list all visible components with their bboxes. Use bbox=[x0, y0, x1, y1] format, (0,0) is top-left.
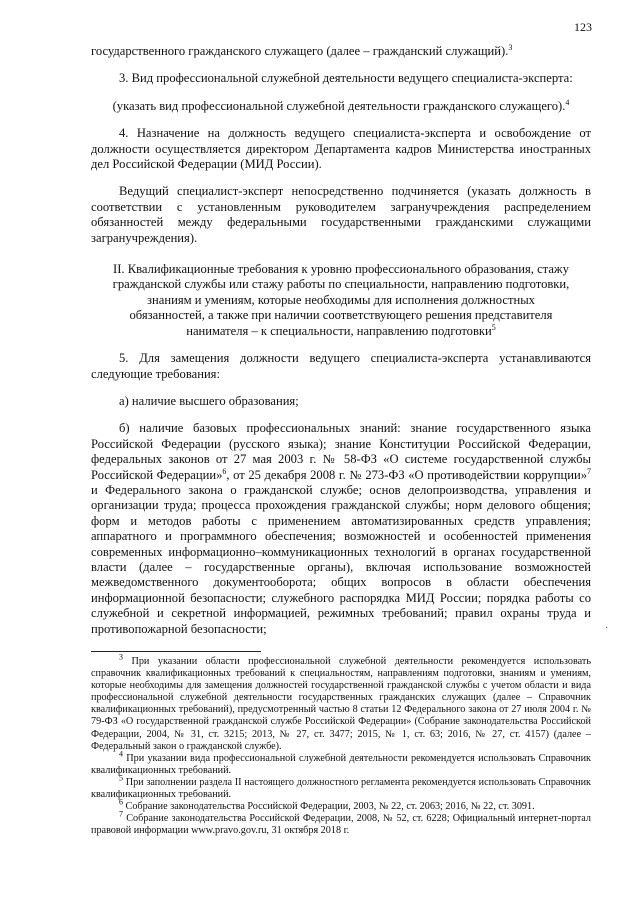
footnote-ref: 3 bbox=[508, 42, 513, 52]
item-a-higher-education: а) наличие высшего образования; bbox=[119, 393, 299, 408]
paragraph-subordination: Ведущий специалист-эксперт непосредственно подчиняется (указать должность в соответствии с установленным руководителем загранучреждения распределением обязанностей между федеральными государственными гражданскими служащими загранучреждения). bbox=[91, 184, 591, 245]
paragraph-activity-type-placeholder: (указать вид профессиональной служебной деятельности гражданского служащего).$^4$ bbox=[112, 97, 570, 113]
footnote-7: $^7$ Собрание законодательства Российской Федерации, 2008, № 52, ст. 6228; Официальный интернет-портал правовой информации www.pravo.gov.ru, 31 октября 2018 г. bbox=[91, 809, 591, 837]
paragraph-4-appointment: 4. Назначение на должность ведущего специалиста-эксперта и освобождение от должности осуществляется директором Департамента кадров Министерства иностранных дел Российской Федерации (МИД России). bbox=[91, 126, 591, 172]
footnote-4: $^4$ При указании вида профессиональной служебной деятельности рекомендуется использовать Справочник квалификационных требований. bbox=[91, 749, 591, 776]
document-body bbox=[91, 44, 591, 637]
footnote-6: $^6$ Собрание законодательства Российской Федерации, 2003, № 22, ст. 2063; 2016, № 22, ст. 3091. bbox=[119, 797, 535, 813]
footnote-ref: 6 bbox=[222, 466, 227, 476]
footnote-ref: 4 bbox=[565, 97, 570, 107]
margin-mark: · bbox=[605, 623, 609, 634]
footnote-ref: 5 bbox=[491, 322, 496, 332]
footnote-5: $^5$ При заполнении раздела II настоящего должностного регламента рекомендуется использовать Справочник квалификационных требований. bbox=[91, 773, 591, 801]
paragraph-3-activity-type: 3. Вид профессиональной служебной деятельности ведущего специалиста-эксперта: bbox=[119, 71, 573, 86]
paragraph-5-requirements: 5. Для замещения должности ведущего специалиста-эксперта устанавливаются следующие требования: bbox=[91, 351, 591, 381]
page-number: 123 bbox=[574, 20, 592, 34]
footnote-separator bbox=[91, 651, 261, 652]
footnote-3: $^3$ При указании области профессиональной служебной деятельности рекомендуется использовать справочник квалификационных требований к специальностям, направлениям подготовки, знаниям и умениям, которые необходимы для замещения должностей государственной гражданской службы с учетом области и вида профессиональной служебной деятельности государственных гражданских служащих (далее – Справочник квалификационных требований), предусмотренный частью 8 статьи 12 Федерального закона от 27 июля 2004 г. № 79-ФЗ «О государственной гражданской службе Российской Федерации» (Собрание законодательства Российской Федерации, 2004, № 31, ст. 3215; 2013, № 27, ст. 3477; 2015, № 1, ст. 63; 2016, № 27, ст. 4157) (далее – Федеральный закон о гражданской службе). bbox=[91, 652, 591, 752]
footnote-ref: 7 bbox=[587, 466, 591, 476]
section-heading-ii: II. Квалификационные требования к уровню профессионального образования, стажу гражданской службы или стажу работы по специальности, направлению подготовки, знаниям и умениям, которые необходимы для исполнения должностных обязанностей, а также при наличии соответствующего решения представителя нанимателя – к специальности, направлению подготовки$^5$ bbox=[112, 262, 570, 338]
footnotes bbox=[91, 652, 591, 837]
item-b-basic-knowledge: б) наличие базовых профессиональных знаний: знание государственного языка Российской Федерации (русского языка); знание Конституции Российской Федерации, федеральных законов от 27 мая 2003 г. № 58-ФЗ «О системе государственной службы Российской Федерации»$^6$, от 25 декабря 2008 г. № 273-ФЗ «О противодействии коррупции»$^7$ и Федерального закона о гражданской службе; основ делопроизводства, управления и организации труда; процесса прохождения гражданской службы; норм делового общения; форм и методов работы с применением автоматизированных средств управления; аппаратного и программного обеспечения; возможностей и особенностей применения современных информационно–коммуникационных технологий в органах государственной власти (далее – государственные органы), включая использование возможностей межведомственного документооборота; общих вопросов в области обеспечения информационной безопасности; служебного распорядка МИД России; порядка работы со служебной и секретной информацией, режимных требований; правил охраны труда и противопожарной безопасности; bbox=[91, 421, 591, 636]
paragraph-continuation: государственного гражданского служащего (далее – гражданский служащий).$^3$ bbox=[91, 42, 513, 58]
